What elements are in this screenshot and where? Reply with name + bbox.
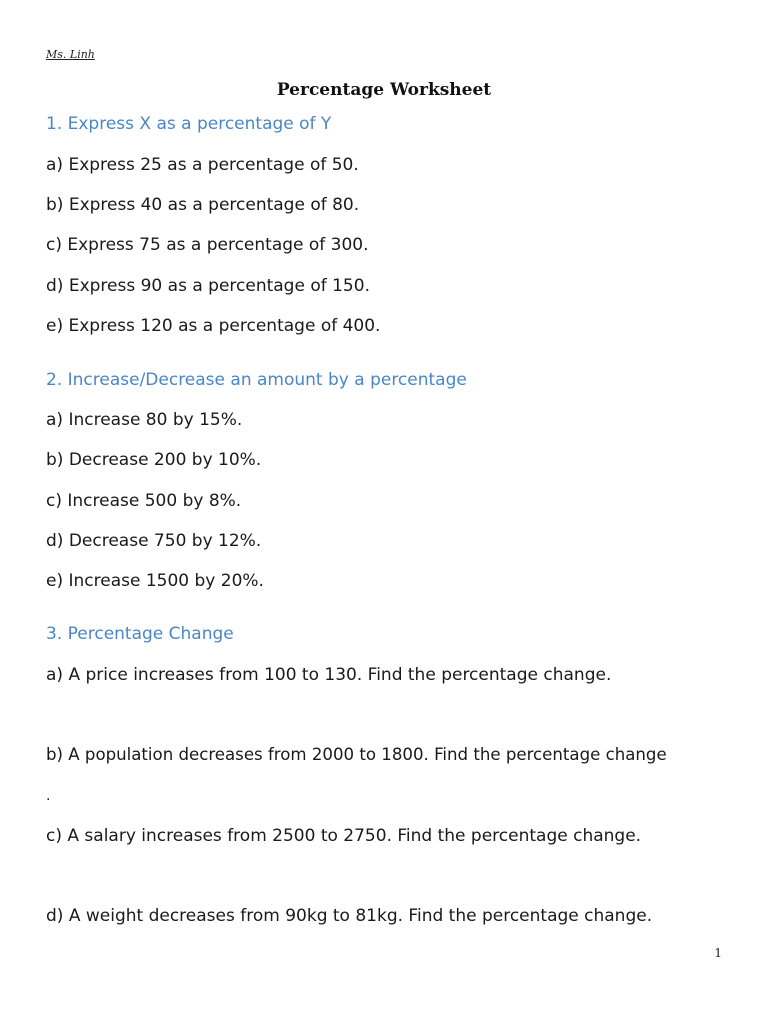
section-2-item-d: d) Decrease 750 by 12%. bbox=[46, 531, 262, 551]
section-3-heading: 3. Percentage Change bbox=[46, 624, 234, 644]
section-2-item-b: b) Decrease 200 by 10%. bbox=[46, 450, 262, 470]
section-2-heading: 2. Increase/Decrease an amount by a percentage bbox=[46, 370, 467, 390]
section-1-item-c: c) Express 75 as a percentage of 300. bbox=[46, 235, 369, 255]
page-number: 1 bbox=[714, 946, 722, 960]
section-1-item-a: a) Express 25 as a percentage of 50. bbox=[46, 155, 359, 175]
section-1-item-e: e) Express 120 as a percentage of 400. bbox=[46, 316, 381, 336]
author-name: Ms. Linh bbox=[46, 48, 95, 61]
page-title: Percentage Worksheet bbox=[276, 80, 492, 100]
section-3-item-a: a) A price increases from 100 to 130. Find the percentage change. bbox=[46, 665, 612, 685]
section-2-item-e: e) Increase 1500 by 20%. bbox=[46, 571, 264, 591]
section-1-item-b: b) Express 40 as a percentage of 80. bbox=[46, 195, 360, 215]
section-3-item-c: c) A salary increases from 2500 to 2750. Find the percentage change. bbox=[46, 826, 642, 846]
section-3-item-b: b) A population decreases from 2000 to 1800. Find the percentage change bbox=[46, 745, 667, 764]
section-1-item-d: d) Express 90 as a percentage of 150. bbox=[46, 276, 370, 296]
stray-period: . bbox=[46, 788, 51, 804]
section-3-item-d: d) A weight decreases from 90kg to 81kg. Find the percentage change. bbox=[46, 906, 653, 926]
section-2-item-a: a) Increase 80 by 15%. bbox=[46, 410, 243, 430]
section-1-heading: 1. Express X as a percentage of Y bbox=[46, 114, 332, 134]
section-2-item-c: c) Increase 500 by 8%. bbox=[46, 491, 242, 511]
